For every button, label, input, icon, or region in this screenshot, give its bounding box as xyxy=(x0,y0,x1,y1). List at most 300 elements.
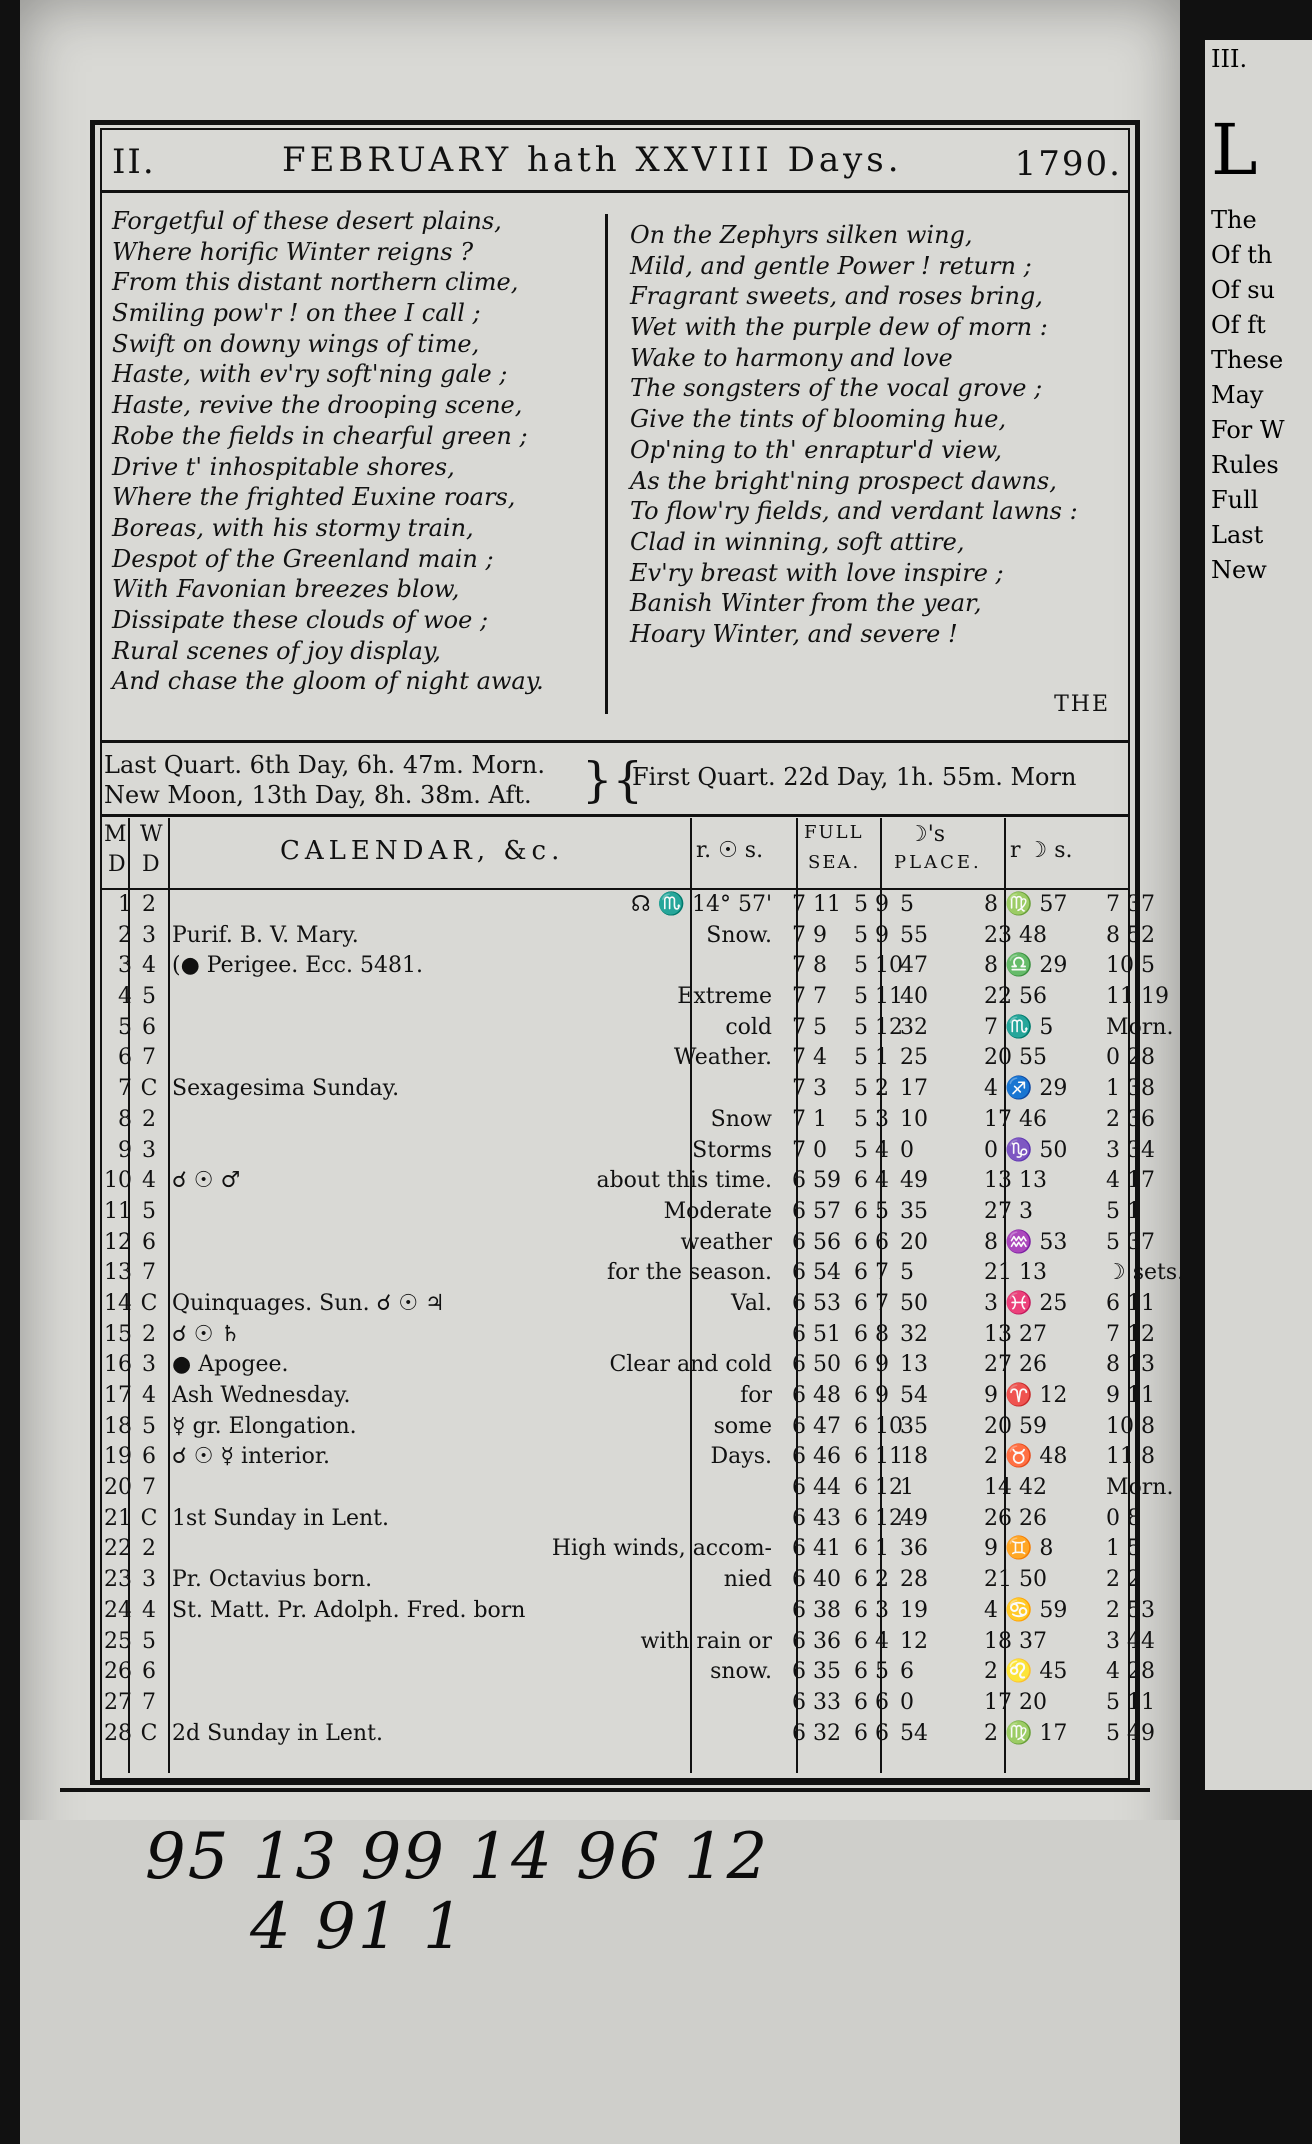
calendar-row xyxy=(100,1688,1155,1719)
event-text: ☌ ☉ ♄ xyxy=(172,1321,241,1347)
moon-place: 20 55 xyxy=(984,1045,1047,1071)
sun-rise: 6 47 xyxy=(792,1413,841,1439)
sun-rise: 7 0 xyxy=(792,1137,827,1163)
full-sea: 0 xyxy=(900,1137,914,1163)
day-of-month: 4 xyxy=(118,984,132,1010)
full-sea: 28 xyxy=(900,1567,928,1593)
poem-line: Hoary Winter, and severe ! xyxy=(630,619,958,648)
handwritten-figures-line1: 95 13 99 14 96 12 xyxy=(145,1820,770,1894)
sun-rise: 6 57 xyxy=(792,1198,841,1224)
calendar-row xyxy=(100,1289,1155,1320)
sun-rise: 6 33 xyxy=(792,1689,841,1715)
head-moon-place: ☽'s xyxy=(908,822,946,847)
full-sea: 35 xyxy=(900,1198,928,1224)
day-of-month: 3 xyxy=(118,953,132,979)
sun-rise: 6 54 xyxy=(792,1260,841,1286)
adjacent-page-text: L xyxy=(1211,109,1258,191)
weather-text: some xyxy=(713,1413,772,1439)
event-text: Pr. Octavius born. xyxy=(172,1567,373,1593)
sun-rise: 6 53 xyxy=(792,1290,841,1316)
day-of-week: 5 xyxy=(142,984,156,1010)
poem-line: Boreas, with his stormy train, xyxy=(112,513,474,542)
full-sea: 1 xyxy=(900,1475,914,1501)
full-sea: 47 xyxy=(900,953,928,979)
moon-place: 13 13 xyxy=(984,1168,1047,1194)
event-text: 2d Sunday in Lent. xyxy=(172,1720,383,1746)
moon-place: 26 26 xyxy=(984,1505,1047,1531)
calendar-row xyxy=(100,1719,1155,1750)
moon-rise-set: 1 5 xyxy=(1106,1536,1141,1562)
day-of-month: 26 xyxy=(104,1659,132,1685)
rule-above-calendar xyxy=(100,814,1130,817)
head-m: M xyxy=(104,822,127,847)
month-number: II. xyxy=(112,142,156,182)
moon-rise-set: 6 11 xyxy=(1106,1290,1155,1316)
moon-place: 23 48 xyxy=(984,922,1047,948)
sun-rise: 6 59 xyxy=(792,1168,841,1194)
sun-rise: 6 41 xyxy=(792,1536,841,1562)
sun-rise: 6 36 xyxy=(792,1628,841,1654)
weather-text: Clear and cold xyxy=(609,1352,772,1378)
day-of-month: 14 xyxy=(104,1290,132,1316)
poem-line: Dissipate these clouds of woe ; xyxy=(112,605,489,634)
event-text: ● Apogee. xyxy=(172,1352,289,1378)
moon-place: 7 ♏ 5 xyxy=(984,1014,1054,1040)
moon-rise-set: 0 8 xyxy=(1106,1505,1141,1531)
weather-text: Snow. xyxy=(706,922,772,948)
sun-set: 6 5 xyxy=(854,1198,889,1224)
sun-set: 6 2 xyxy=(854,1567,889,1593)
moon-rise-set: 2 36 xyxy=(1106,1106,1155,1132)
full-sea: 19 xyxy=(900,1597,928,1623)
poem-line: Haste, with ev'ry soft'ning gale ; xyxy=(112,360,508,389)
poem-divider xyxy=(605,214,608,714)
sun-set: 6 10 xyxy=(854,1413,903,1439)
header-rule xyxy=(100,190,1130,193)
day-of-month: 10 xyxy=(104,1168,132,1194)
brace: }{ xyxy=(582,752,644,808)
moon-place: 18 37 xyxy=(984,1628,1047,1654)
day-of-week: 6 xyxy=(142,1014,156,1040)
adjacent-page-text: The xyxy=(1211,206,1257,234)
calendar-row xyxy=(100,1657,1155,1688)
moon-rise-set: 0 28 xyxy=(1106,1045,1155,1071)
sun-set: 5 1 xyxy=(854,1045,889,1071)
moon-rise-set: Morn. xyxy=(1106,1475,1174,1501)
event-text: ☌ ☉ ☿ interior. xyxy=(172,1444,330,1470)
sun-set: 6 12 xyxy=(854,1505,903,1531)
day-of-month: 6 xyxy=(118,1045,132,1071)
moon-place: 0 ♑ 50 xyxy=(984,1137,1068,1163)
calendar-row xyxy=(100,1105,1155,1136)
moon-place: 4 ♐ 29 xyxy=(984,1076,1068,1102)
sun-set: 6 6 xyxy=(854,1689,889,1715)
moon-rise-set: 3 44 xyxy=(1106,1628,1155,1654)
weather-text: Storms xyxy=(692,1137,772,1163)
day-of-week: 2 xyxy=(142,1536,156,1562)
weather-text: cold xyxy=(725,1014,772,1040)
poem-line: Where the frighted Euxine roars, xyxy=(112,483,516,512)
event-text: Purif. B. V. Mary. xyxy=(172,922,359,948)
moon-rise-set: 7 12 xyxy=(1106,1321,1155,1347)
sun-rise: 7 8 xyxy=(792,953,827,979)
day-of-week: 2 xyxy=(142,892,156,917)
calendar-row xyxy=(100,890,1155,921)
full-sea: 5 xyxy=(900,1260,914,1286)
sun-rise: 6 48 xyxy=(792,1383,841,1408)
day-of-month: 20 xyxy=(104,1475,132,1501)
adjacent-page-text: Of ft xyxy=(1211,311,1266,339)
day-of-week: 6 xyxy=(142,1659,156,1685)
calendar-row xyxy=(100,1043,1155,1074)
sun-set: 5 12 xyxy=(854,1014,903,1040)
poem-line: Ev'ry breast with love inspire ; xyxy=(630,558,1004,587)
calendar-row xyxy=(100,1350,1155,1381)
sun-rise: 6 40 xyxy=(792,1567,841,1593)
poem-line: Op'ning to th' enraptur'd view, xyxy=(630,435,1002,464)
weather-text: snow. xyxy=(710,1659,772,1685)
sun-set: 6 7 xyxy=(854,1290,889,1316)
sun-set: 5 3 xyxy=(854,1106,889,1132)
sun-set: 6 8 xyxy=(854,1321,889,1347)
day-of-week: 6 xyxy=(142,1229,156,1255)
moon-place: 9 ♈ 12 xyxy=(984,1383,1068,1408)
calendar-header xyxy=(100,818,1130,890)
calendar-row xyxy=(100,1596,1155,1627)
poem-line: To flow'ry fields, and verdant lawns : xyxy=(630,497,1078,526)
sun-set: 6 9 xyxy=(854,1383,889,1408)
weather-text: Moderate xyxy=(663,1198,772,1224)
event-text: (● Perigee. Ecc. 5481. xyxy=(172,953,423,979)
day-of-month: 1 xyxy=(118,892,132,917)
full-sea: 40 xyxy=(900,984,928,1010)
moon-rise-set: 5 11 xyxy=(1106,1689,1155,1715)
moon-place: 17 20 xyxy=(984,1689,1047,1715)
poem-line: Rural scenes of joy display, xyxy=(112,636,441,665)
weather-text: weather xyxy=(680,1229,772,1255)
poem-line: Mild, and gentle Power ! return ; xyxy=(630,251,1032,280)
moon-rise-set: 4 17 xyxy=(1106,1168,1155,1194)
poem-line: As the bright'ning prospect dawns, xyxy=(630,466,1057,495)
event-text: ☿ gr. Elongation. xyxy=(172,1413,357,1439)
head-d2: D xyxy=(142,852,160,877)
moon-place: 17 46 xyxy=(984,1106,1047,1132)
poem-line: Forgetful of these desert plains, xyxy=(112,207,502,235)
first-quarter: First Quart. 22d Day, 1h. 55m. Morn xyxy=(632,763,1077,791)
day-of-week: 3 xyxy=(142,922,156,948)
adjacent-page-text: These xyxy=(1211,346,1284,374)
moon-place: 2 ♍ 17 xyxy=(984,1720,1068,1746)
moon-place: 8 ♒ 53 xyxy=(984,1229,1068,1255)
moon-rise-set: 7 37 xyxy=(1106,892,1155,917)
calendar-row xyxy=(100,1228,1155,1259)
last-quarter: Last Quart. 6th Day, 6h. 47m. Morn. xyxy=(104,751,545,779)
event-text: ☌ ☉ ♂ xyxy=(172,1168,241,1194)
moon-rise-set: 4 28 xyxy=(1106,1659,1155,1685)
day-of-month: 22 xyxy=(104,1536,132,1562)
calendar-row xyxy=(100,1013,1174,1044)
moon-place: 3 ♓ 25 xyxy=(984,1290,1068,1316)
adjacent-page-text: Of th xyxy=(1211,241,1273,269)
day-of-month: 2 xyxy=(118,922,132,948)
calendar-row xyxy=(100,921,1155,952)
day-of-week: 4 xyxy=(142,953,156,979)
moon-rise-set: ☽ sets. xyxy=(1106,1260,1185,1286)
event-text: 1st Sunday in Lent. xyxy=(172,1505,389,1531)
moon-rise-set: 10 8 xyxy=(1106,1413,1155,1439)
day-of-week: 3 xyxy=(142,1137,156,1163)
poem-right-column xyxy=(630,220,1078,650)
poem-line: Despot of the Greenland main ; xyxy=(112,544,494,573)
weather-text: Days. xyxy=(710,1444,772,1470)
moon-place: 22 56 xyxy=(984,984,1047,1010)
moon-rise-set: 8 52 xyxy=(1106,922,1155,948)
full-sea: 32 xyxy=(900,1321,928,1347)
poem-line: Fragrant sweets, and roses bring, xyxy=(630,282,1043,311)
day-of-week: C xyxy=(140,1505,158,1531)
sun-rise: 6 44 xyxy=(792,1475,841,1501)
sun-rise: 6 32 xyxy=(792,1720,841,1746)
calendar-row xyxy=(100,951,1155,982)
day-of-month: 25 xyxy=(104,1628,132,1654)
adjacent-page-text: Of su xyxy=(1211,276,1275,304)
day-of-month: 27 xyxy=(104,1689,132,1715)
sun-set: 6 4 xyxy=(854,1168,889,1194)
head-w: W xyxy=(140,822,163,847)
moon-rise-set: 5 37 xyxy=(1106,1229,1155,1255)
weather-text: Weather. xyxy=(673,1045,772,1071)
calendar-row xyxy=(100,1197,1141,1228)
poem-line: Haste, revive the drooping scene, xyxy=(112,391,523,420)
event-text: Quinquages. Sun. ☌ ☉ ♃ xyxy=(172,1290,445,1316)
head-full: FULL xyxy=(804,822,864,843)
sun-rise: 7 1 xyxy=(792,1106,827,1132)
day-of-week: 7 xyxy=(142,1045,156,1071)
day-of-week: 4 xyxy=(142,1168,156,1194)
day-of-month: 15 xyxy=(104,1321,132,1347)
day-of-week: 7 xyxy=(142,1475,156,1501)
sun-set: 5 2 xyxy=(854,1076,889,1102)
head-moon-rs: r ☽ s. xyxy=(1010,838,1073,863)
sun-set: 6 7 xyxy=(854,1260,889,1286)
year: 1790. xyxy=(1014,144,1122,184)
moon-place: 27 26 xyxy=(984,1352,1047,1378)
day-of-month: 24 xyxy=(104,1597,132,1623)
day-of-week: 4 xyxy=(142,1597,156,1623)
event-text: St. Matt. Pr. Adolph. Fred. born xyxy=(172,1597,526,1623)
rule-bottom xyxy=(60,1788,1150,1792)
sun-set: 5 10 xyxy=(854,953,903,979)
calendar-row xyxy=(100,1074,1155,1105)
weather-text: Extreme xyxy=(677,984,772,1010)
moon-rise-set: 10 5 xyxy=(1106,953,1155,979)
sun-set: 6 6 xyxy=(854,1229,889,1255)
sun-rise: 7 11 xyxy=(792,892,841,917)
day-of-week: 6 xyxy=(142,1444,156,1470)
day-of-week: 5 xyxy=(142,1413,156,1439)
head-calendar: CALENDAR, &c. xyxy=(280,836,565,866)
full-sea: 32 xyxy=(900,1014,928,1040)
full-sea: 13 xyxy=(900,1352,928,1378)
full-sea: 49 xyxy=(900,1505,928,1531)
day-of-month: 12 xyxy=(104,1229,132,1255)
adjacent-page-text: For W xyxy=(1211,416,1285,444)
day-of-week: 5 xyxy=(142,1198,156,1224)
adjacent-page-text: May xyxy=(1211,381,1264,409)
poem-line: The songsters of the vocal grove ; xyxy=(630,374,1043,403)
adjacent-page-text: Last xyxy=(1211,521,1264,549)
poem-line: Give the tints of blooming hue, xyxy=(630,405,1007,434)
weather-text: ☊ ♏ 14° 57' xyxy=(631,892,772,917)
poem-line: Drive t' inhospitable shores, xyxy=(112,452,455,481)
sun-set: 6 4 xyxy=(854,1628,889,1654)
sun-set: 6 12 xyxy=(854,1475,903,1501)
head-sea: SEA. xyxy=(808,852,861,873)
full-sea: 36 xyxy=(900,1536,928,1562)
poem-line: With Favonian breezes blow, xyxy=(112,575,460,604)
month-header xyxy=(112,138,1122,186)
sun-rise: 7 9 xyxy=(792,922,827,948)
day-of-month: 21 xyxy=(104,1505,132,1531)
calendar-row xyxy=(100,1320,1155,1351)
calendar-table xyxy=(100,818,1185,1749)
full-sea: 0 xyxy=(900,1689,914,1715)
sun-set: 6 6 xyxy=(854,1720,889,1746)
day-of-week: C xyxy=(140,1076,158,1102)
day-of-month: 9 xyxy=(118,1137,132,1163)
month-title: FEBRUARY hath XXVIII Days. xyxy=(282,140,903,180)
sun-set: 5 9 xyxy=(854,892,889,917)
full-sea: 35 xyxy=(900,1413,928,1439)
moon-rise-set: 3 34 xyxy=(1106,1137,1155,1163)
head-d1: D xyxy=(108,852,126,877)
poem-line: And chase the gloom of night away. xyxy=(112,667,544,696)
full-sea: 12 xyxy=(900,1628,928,1654)
handwritten-figures-line2: 4 91 1 xyxy=(250,1890,466,1964)
weather-text: nied xyxy=(723,1567,772,1593)
day-of-week: 3 xyxy=(142,1567,156,1593)
moon-place: 21 13 xyxy=(984,1260,1047,1286)
weather-text: High winds, accom- xyxy=(551,1536,772,1562)
moon-place: 4 ♋ 59 xyxy=(984,1597,1068,1623)
poem-line: On the Zephyrs silken wing, xyxy=(630,221,973,249)
sun-set: 6 11 xyxy=(854,1444,903,1470)
weather-text: for the season. xyxy=(606,1260,772,1286)
sun-rise: 6 56 xyxy=(792,1229,841,1255)
day-of-month: 17 xyxy=(104,1383,132,1408)
poem-line: From this distant northern clime, xyxy=(112,268,519,297)
moon-rise-set: 5 1 xyxy=(1106,1198,1141,1224)
moon-place: 21 50 xyxy=(984,1567,1047,1593)
full-sea: 55 xyxy=(900,922,928,948)
sun-rise: 6 46 xyxy=(792,1444,841,1470)
full-sea: 5 xyxy=(900,892,914,917)
sun-set: 5 9 xyxy=(854,922,889,948)
moon-rise-set: 2 53 xyxy=(1106,1597,1155,1623)
weather-text: with rain or xyxy=(640,1628,772,1654)
poem-line: Clad in winning, soft attire, xyxy=(630,527,965,556)
moon-phases-left xyxy=(104,750,545,810)
moon-place: 8 ♍ 57 xyxy=(984,892,1068,917)
full-sea: 6 xyxy=(900,1659,914,1685)
day-of-week: 7 xyxy=(142,1689,156,1715)
day-of-week: C xyxy=(140,1290,158,1316)
rule-above-moon xyxy=(100,740,1130,743)
sun-rise: 6 43 xyxy=(792,1505,841,1531)
adjacent-page-text: Full xyxy=(1211,486,1259,514)
day-of-month: 11 xyxy=(104,1198,132,1224)
full-sea: 25 xyxy=(900,1045,928,1071)
sun-set: 5 4 xyxy=(854,1137,889,1163)
weather-text: Snow xyxy=(710,1106,772,1132)
full-sea: 18 xyxy=(900,1444,928,1470)
full-sea: 54 xyxy=(900,1720,928,1746)
event-text: Ash Wednesday. xyxy=(172,1383,351,1408)
day-of-week: 4 xyxy=(142,1383,156,1408)
poem-line: Wake to harmony and love xyxy=(630,343,953,372)
adjacent-page-text: New xyxy=(1211,556,1267,584)
moon-place: 2 ♌ 45 xyxy=(984,1659,1068,1685)
weather-text: about this time. xyxy=(596,1168,772,1194)
day-of-week: 3 xyxy=(142,1352,156,1378)
sun-rise: 6 51 xyxy=(792,1321,841,1347)
moon-place: 9 ♊ 8 xyxy=(984,1536,1054,1562)
sun-set: 5 11 xyxy=(854,984,903,1010)
catchword: THE xyxy=(1054,692,1110,717)
sun-rise: 6 50 xyxy=(792,1352,841,1378)
calendar-row xyxy=(100,1442,1155,1473)
moon-place: 27 3 xyxy=(984,1198,1033,1224)
day-of-month: 8 xyxy=(118,1106,132,1132)
full-sea: 10 xyxy=(900,1106,928,1132)
day-of-week: 7 xyxy=(142,1260,156,1286)
new-moon: New Moon, 13th Day, 8h. 38m. Aft. xyxy=(104,781,532,809)
day-of-month: 23 xyxy=(104,1567,132,1593)
calendar-row xyxy=(100,1166,1155,1197)
poem-line: Swift on downy wings of time, xyxy=(112,329,480,358)
moon-place: 20 59 xyxy=(984,1413,1047,1439)
full-sea: 54 xyxy=(900,1383,928,1408)
day-of-month: 5 xyxy=(118,1014,132,1040)
calendar-row xyxy=(100,1473,1174,1504)
sun-rise: 7 7 xyxy=(792,984,827,1010)
full-sea: 20 xyxy=(900,1229,928,1255)
poem-line: Wet with the purple dew of morn : xyxy=(630,313,1048,342)
moon-place: 13 27 xyxy=(984,1321,1047,1347)
sun-rise: 6 38 xyxy=(792,1597,841,1623)
moon-place: 2 ♉ 48 xyxy=(984,1444,1068,1470)
poem-line: Robe the fields in chearful green ; xyxy=(112,421,528,450)
poem-line: Smiling pow'r ! on thee I call ; xyxy=(112,299,481,328)
weather-text: Val. xyxy=(730,1290,772,1316)
calendar-row xyxy=(100,1258,1185,1289)
calendar-row xyxy=(100,1381,1155,1412)
moon-rise-set: Morn. xyxy=(1106,1014,1174,1040)
day-of-month: 13 xyxy=(104,1260,132,1286)
event-text: Sexagesima Sunday. xyxy=(172,1076,400,1102)
sun-rise: 7 3 xyxy=(792,1076,827,1102)
moon-rise-set: 8 13 xyxy=(1106,1352,1155,1378)
day-of-month: 16 xyxy=(104,1352,132,1378)
weather-text: for xyxy=(740,1383,772,1408)
calendar-row xyxy=(100,1534,1141,1565)
calendar-row xyxy=(100,1565,1141,1596)
adjacent-page-text: III. xyxy=(1211,45,1248,73)
moon-rise-set: 5 49 xyxy=(1106,1720,1155,1746)
calendar-row xyxy=(100,1412,1155,1443)
sun-set: 6 9 xyxy=(854,1352,889,1378)
sun-rise: 7 5 xyxy=(792,1014,827,1040)
